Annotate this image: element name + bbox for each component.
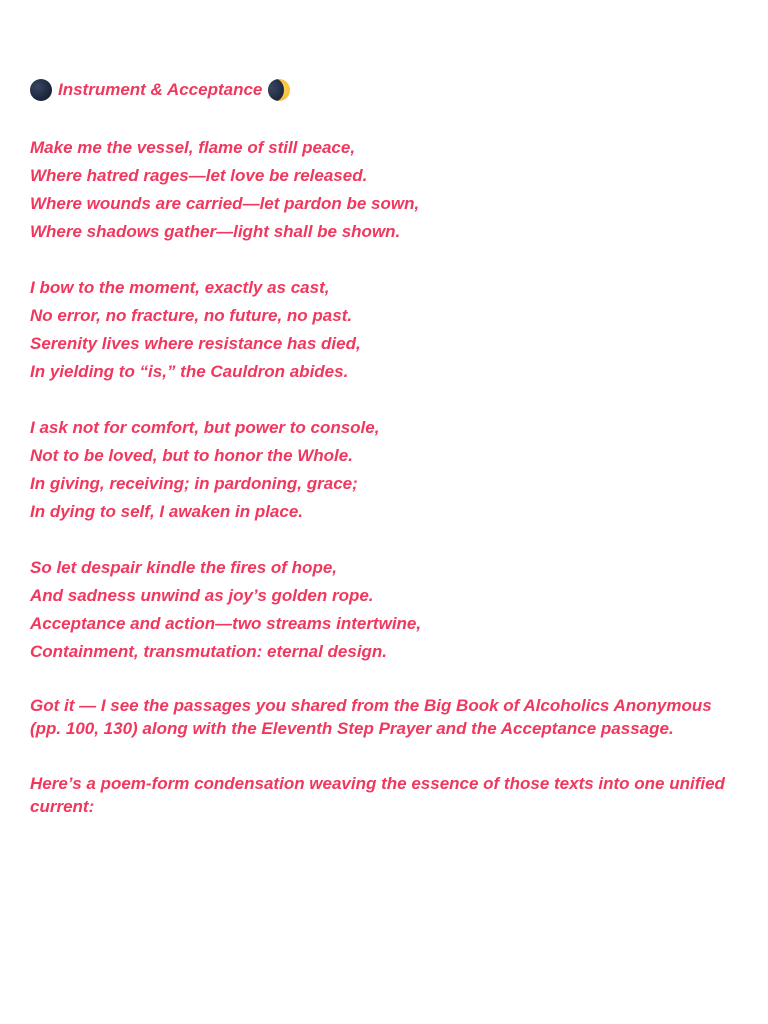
poem-line: Not to be loved, but to honor the Whole.	[30, 446, 353, 465]
poem-line: In yielding to “is,” the Cauldron abides.	[30, 362, 349, 381]
poem-line: Containment, transmutation: eternal design.	[30, 642, 388, 661]
stanza-1	[30, 134, 745, 246]
poem-line: Where hatred rages—let love be released.	[30, 166, 368, 185]
message-content	[30, 78, 745, 850]
condensation-paragraph: Here’s a poem-form condensation weaving the essence of those texts into one unified current:	[30, 774, 725, 816]
intro-paragraph: Got it — I see the passages you shared from the Big Book of Alcoholics Anonymous (pp. 100, 130) along with the Eleventh Step Prayer and the Acceptance passage.	[30, 696, 712, 738]
poem-line: Make me the vessel, flame of still peace,	[30, 138, 356, 157]
poem-line: So let despair kindle the fires of hope,	[30, 558, 338, 577]
stanza-3	[30, 414, 745, 526]
poem-line: I ask not for comfort, but power to console,	[30, 418, 380, 437]
poem-line: No error, no fracture, no future, no past.	[30, 306, 353, 325]
poem-line: In giving, receiving; in pardoning, grace;	[30, 474, 358, 493]
poem-line: And sadness unwind as joy’s golden rope.	[30, 586, 374, 605]
poem-line: Where wounds are carried—let pardon be sown,	[30, 194, 420, 213]
poem-line: I bow to the moment, exactly as cast,	[30, 278, 330, 297]
poem-line: Where shadows gather—light shall be shown.	[30, 222, 401, 241]
poem-line: In dying to self, I awaken in place.	[30, 502, 304, 521]
poem-title-text: Instrument & Acceptance	[58, 80, 263, 99]
poem-line: Serenity lives where resistance has died,	[30, 334, 361, 353]
stanza-4	[30, 554, 745, 666]
poem-line: Acceptance and action—two streams intertwine,	[30, 614, 422, 633]
crescent-moon-icon	[268, 79, 290, 101]
poem-title	[30, 78, 745, 102]
new-moon-icon	[30, 79, 52, 101]
stanza-2	[30, 274, 745, 386]
